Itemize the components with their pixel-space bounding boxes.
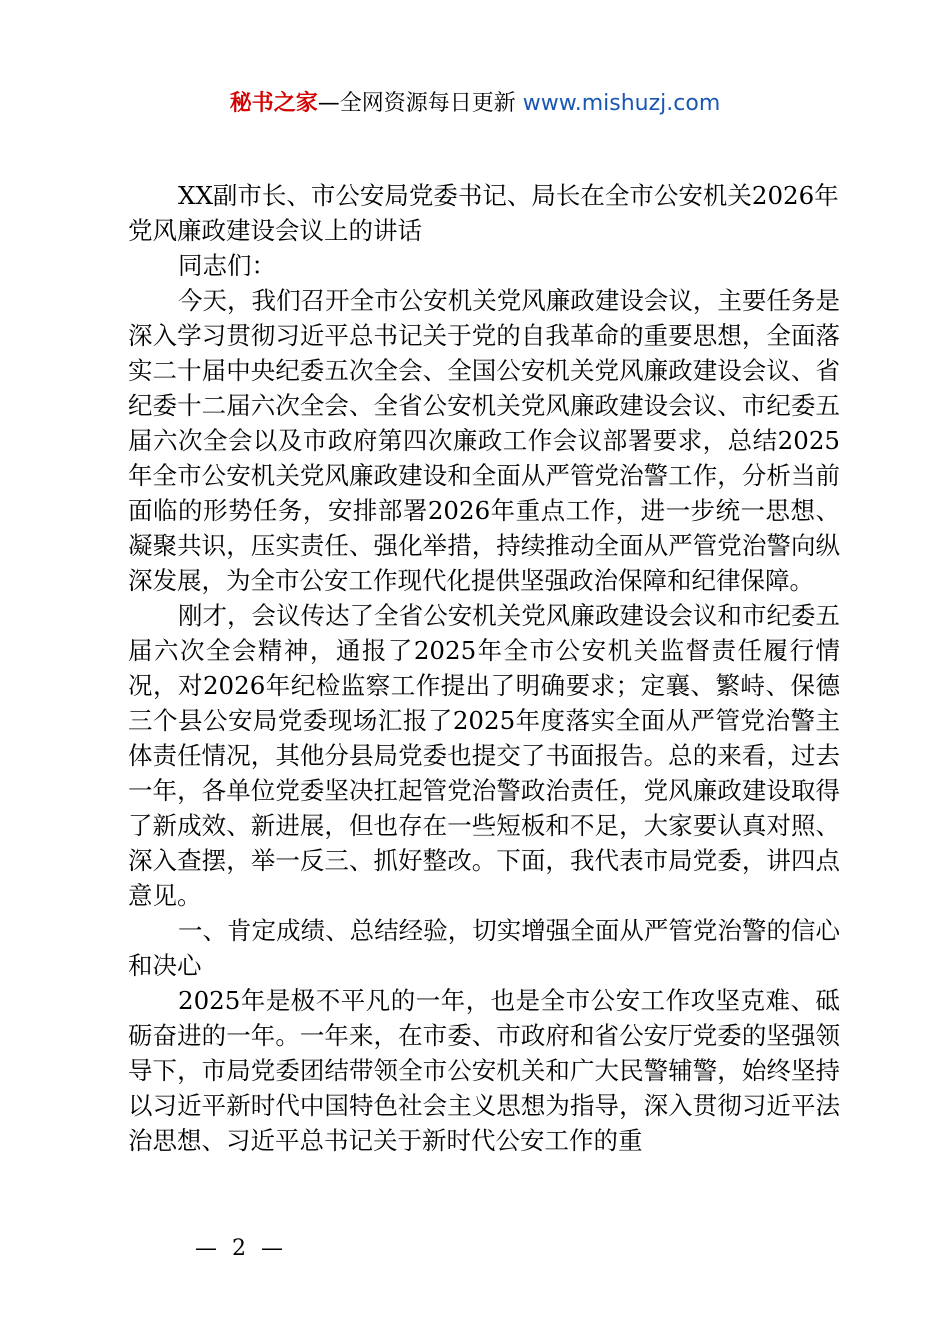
paragraph: 2025年是极不平凡的一年，也是全市公安工作攻坚克难、砥砺奋进的一年。一年来，在市委、市政府和省公安厅党委的坚强领导下，市局党委团结带领全市公安机关和广大民警辅警，始终坚持以习近平新时代中国特色社会主义思想为指导，深入贯彻习近平法治思想、习近平总书记关于新时代公安工作的重 [128,986,840,1155]
site-brand: 秘书之家 [229,91,318,116]
paragraph: 刚才，会议传达了全省公安机关党风廉政建设会议和市纪委五届六次全会精神，通报了2025年全市公安机关监督责任履行情况，对2026年纪检监察工作提出了明确要求；定襄、繁峙、保德三个县公安局党委现场汇报了2025年度落实全面从严管党治警主体责任情况，其他分县局党委也提交了书面报告。总的来看，过去一年，各单位党委坚决扛起管党治警政治责任，党风廉政建设取得了新成效、新进展，但也存在一些短板和不足，大家要认真对照、深入查摆，举一反三、抓好整改。下面，我代表市局党委，讲四点意见。 [128,601,840,910]
site-tagline: —全网资源每日更新 [317,91,516,116]
paragraph: 今天，我们召开全市公安机关党风廉政建设会议，主要任务是深入学习贯彻习近平总书记关于党的自我革命的重要思想，全面落实二十届中央纪委五次全会、全国公安机关党风廉政建设会议、省纪委十二届六次全会、全省公安机关党风廉政建设会议、市纪委五届六次全会以及市政府第四次廉政工作会议部署要求，总结2025年全市公安机关党风廉政建设和全面从严管党治警工作，分析当前面临的形势任务，安排部署2026年重点工作，进一步统一思想、凝聚共识，压实责任、强化举措，持续推动全面从严管党治警向纵深发展，为全市公安工作现代化提供坚强政治保障和纪律保障。 [128,286,840,595]
section-heading: 一、肯定成绩、总结经验，切实增强全面从严管党治警的信心和决心 [128,916,840,980]
page-number: — 2 — [195,1236,287,1261]
salutation: 同志们： [178,251,276,280]
document-body [128,178,840,1158]
document-title: XX副市长、市公安局党委书记、局长在全市公安机关2026年党风廉政建设会议上的讲话 [128,181,839,245]
site-url-link[interactable]: www.mishuzj.com [522,91,721,116]
site-header [0,88,950,120]
